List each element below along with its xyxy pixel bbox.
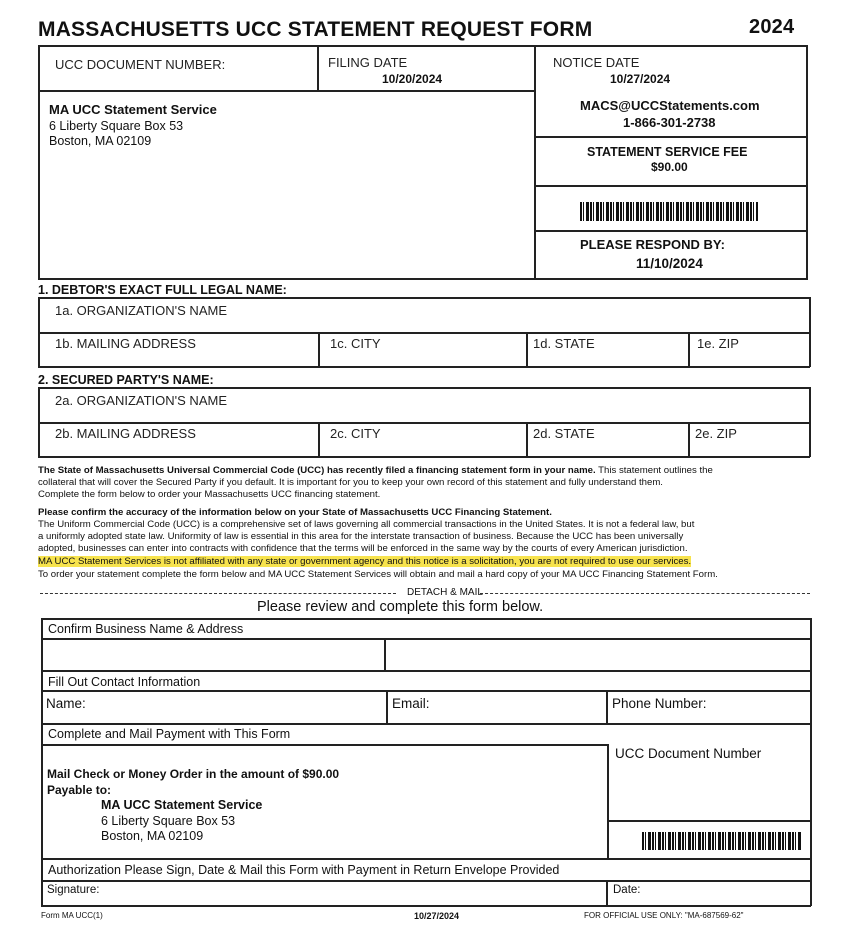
secured-mailing-address-field[interactable]: 2b. MAILING ADDRESS: [55, 426, 196, 441]
barcode-top: [580, 202, 758, 221]
sender-address-line2: Boston, MA 02109: [49, 134, 152, 148]
phone-number-field[interactable]: Phone Number:: [612, 696, 707, 711]
debtor-city-field[interactable]: 1c. CITY: [330, 336, 381, 351]
filing-date-label: FILING DATE: [328, 55, 408, 70]
secured-state-field[interactable]: 2d. STATE: [533, 426, 595, 441]
mail-check-instruction: Mail Check or Money Order in the amount of $90.00: [47, 767, 340, 781]
service-fee-label: STATEMENT SERVICE FEE: [587, 145, 748, 159]
authorization-label: Authorization Please Sign, Date & Mail this Form with Payment in Return Envelope Provided: [48, 863, 560, 877]
notice-p2-line1: The Uniform Commercial Code (UCC) is a comprehensive set of laws governing all commercial transactions in the United States. It is not a federal law, but: [38, 519, 695, 530]
notice-p2-line2: a uniformly adopted state law. Uniformity of law is essential in this area for the interstate transaction of business. Because the UCC has been universally: [38, 531, 684, 542]
form-year: 2024: [749, 16, 795, 38]
payee-name: MA UCC Statement Service: [101, 798, 263, 812]
confirm-business-label: Confirm Business Name & Address: [48, 622, 244, 636]
name-field[interactable]: Name:: [46, 696, 86, 711]
form-title: MASSACHUSETTS UCC STATEMENT REQUEST FORM: [38, 18, 593, 41]
notice-p1-rest: This statement outlines the: [595, 465, 713, 476]
notice-p1-line2: collateral that will cover the Secured Party if you default. It is important for you to keep your own record of this statement and fully understand them.: [38, 477, 663, 488]
form-id: Form MA UCC(1): [41, 911, 103, 920]
secured-party-heading: 2. SECURED PARTY'S NAME:: [38, 373, 214, 387]
debtor-heading: 1. DEBTOR'S EXACT FULL LEGAL NAME:: [38, 283, 287, 297]
contact-info-label: Fill Out Contact Information: [48, 675, 201, 689]
payment-instruction-label: Complete and Mail Payment with This Form: [48, 727, 291, 741]
secured-zip-field[interactable]: 2e. ZIP: [695, 426, 737, 441]
notice-p2-heading: Please confirm the accuracy of the information below on your State of Massachusetts UCC Financing Statement.: [38, 507, 552, 518]
debtor-mailing-address-field[interactable]: 1b. MAILING ADDRESS: [55, 336, 196, 351]
ucc-document-number-field[interactable]: UCC Document Number: [615, 746, 762, 761]
notice-p2-line5: To order your statement complete the form below and MA UCC Statement Services will obtain and mail a hard copy of your MA UCC Financing Statement Form.: [38, 569, 718, 580]
secured-city-field[interactable]: 2c. CITY: [330, 426, 381, 441]
service-fee-amount: $90.00: [651, 160, 688, 174]
debtor-zip-field[interactable]: 1e. ZIP: [697, 336, 739, 351]
payee-address-line1: 6 Liberty Square Box 53: [101, 814, 236, 828]
business-name-field[interactable]: [43, 640, 383, 669]
notice-p2-line3: adopted, businesses can enter into contracts with confidence that the terms will be enforced in the same way by the courts of every American jurisdiction.: [38, 543, 688, 554]
date-field[interactable]: Date:: [613, 884, 641, 896]
notice-date-value: 10/27/2024: [610, 72, 671, 86]
notice-date-label: NOTICE DATE: [553, 55, 640, 70]
debtor-org-name-field[interactable]: 1a. ORGANIZATION'S NAME: [55, 303, 227, 318]
non-affiliation-disclaimer: MA UCC Statement Services is not affiliated with any state or government agency and this notice is a solicitation, you are not required to use our services.: [38, 556, 692, 567]
respond-by-date: 11/10/2024: [636, 256, 703, 271]
detach-label: DETACH & MAIL: [407, 587, 483, 598]
contact-email: MACS@UCCStatements.com: [580, 98, 760, 113]
detach-line-left: [40, 593, 396, 594]
sender-address-line1: 6 Liberty Square Box 53: [49, 119, 184, 133]
debtor-state-field[interactable]: 1d. STATE: [533, 336, 595, 351]
notice-p1-line3: Complete the form below to order your Massachusetts UCC financing statement.: [38, 489, 381, 500]
sender-name: MA UCC Statement Service: [49, 102, 217, 117]
business-address-field[interactable]: [388, 640, 808, 669]
contact-phone: 1-866-301-2738: [623, 115, 716, 130]
footer-date: 10/27/2024: [414, 911, 460, 921]
notice-p1-bold: The State of Massachusetts Universal Commercial Code (UCC) has recently filed a financing statement form in your name.: [38, 465, 596, 476]
detach-line-right: [480, 593, 810, 594]
doc-number-label: UCC DOCUMENT NUMBER:: [55, 57, 226, 72]
official-use-code: FOR OFFICIAL USE ONLY: "MA-687569-62": [584, 911, 744, 920]
filing-date-value: 10/20/2024: [382, 72, 443, 86]
notice-paragraph-1: [38, 465, 713, 476]
secured-org-name-field[interactable]: 2a. ORGANIZATION'S NAME: [55, 393, 227, 408]
payable-to-label: Payable to:: [47, 783, 112, 797]
review-instruction: Please review and complete this form below.: [257, 599, 544, 615]
email-field[interactable]: Email:: [392, 696, 430, 711]
respond-by-label: PLEASE RESPOND BY:: [580, 237, 725, 252]
barcode-bottom: [642, 832, 802, 850]
signature-field[interactable]: Signature:: [47, 884, 100, 896]
payee-address-line2: Boston, MA 02109: [101, 829, 204, 843]
